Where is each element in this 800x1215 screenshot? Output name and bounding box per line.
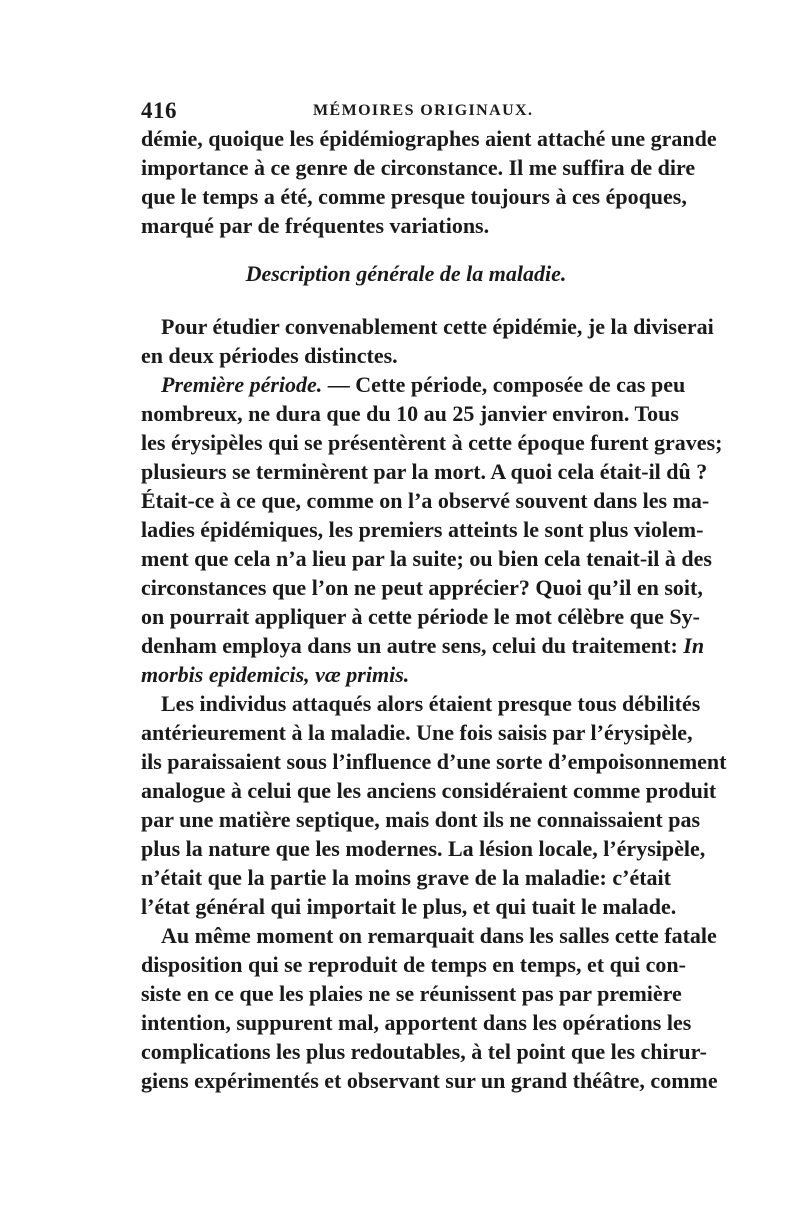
paragraph-first-period xyxy=(141,370,723,689)
paragraph-same-moment xyxy=(141,921,718,1095)
text-line xyxy=(141,370,686,399)
text-line: ladies épidémiques, les premiers atteints le sont plus violem- xyxy=(141,517,704,542)
latin-quote-start: In xyxy=(683,633,705,658)
text-line: l’état général qui importait le plus, et qui tuait le malade. xyxy=(141,894,677,919)
text-line: en deux périodes distinctes. xyxy=(141,343,398,368)
text-line xyxy=(141,631,705,660)
text-line: disposition qui se reproduit de temps en temps, et qui con- xyxy=(141,952,686,977)
text-line: Était-ce à ce que, comme on l’a observé souvent dans les ma- xyxy=(141,488,710,513)
text-line: complications les plus redoutables, à tel point que les chirur- xyxy=(141,1039,707,1064)
text-line: ils paraissaient sous l’influence d’une sorte d’empoisonnement xyxy=(141,749,727,774)
text-line: que le temps a été, comme presque toujours à ces époques, xyxy=(141,184,687,209)
text-span: — Cette période, composée de cas peu xyxy=(322,372,686,397)
text-line: antérieurement à la maladie. Une fois saisis par l’érysipèle, xyxy=(141,720,693,745)
text-line: circonstances que l’on ne peut apprécier? Quoi qu’il en soit, xyxy=(141,575,703,600)
text-line: démie, quoique les épidémiographes aient attaché une grande xyxy=(141,126,717,151)
period-label: Première période. xyxy=(161,372,323,397)
text-line: ment que cela n’a lieu par la suite; ou bien cela tenait-il à des xyxy=(141,546,712,571)
latin-quote: morbis epidemicis, væ primis. xyxy=(141,662,410,687)
text-line: Pour étudier convenablement cette épidémie, je la diviserai xyxy=(161,314,714,339)
text-line: les érysipèles qui se présentèrent à cette époque furent graves; xyxy=(141,430,723,455)
text-line: marqué par de fréquentes variations. xyxy=(141,213,490,238)
text-line: importance à ce genre de circonstance. Il me suffira de dire xyxy=(141,155,696,180)
text-line: giens expérimentés et observant sur un grand théâtre, comme xyxy=(141,1068,718,1093)
text-line: plus la nature que les modernes. La lésion locale, l’érysipèle, xyxy=(141,836,706,861)
text-line: siste en ce que les plaies ne se réunissent pas par première xyxy=(141,981,682,1006)
text-span: denham employa dans un autre sens, celui du traitement: xyxy=(141,633,684,658)
paragraph-individuals xyxy=(141,689,727,921)
paragraph-intro xyxy=(141,312,714,370)
paragraph-continued xyxy=(141,124,717,240)
running-head: MÉMOIRES ORIGINAUX. xyxy=(313,102,534,119)
text-line: intention, suppurent mal, apportent dans les opérations les xyxy=(141,1010,692,1035)
text-line: analogue à celui que les anciens considéraient comme produit xyxy=(141,778,717,803)
body-text xyxy=(141,124,727,1095)
text-line: nombreux, ne dura que du 10 au 25 janvier environ. Tous xyxy=(141,401,679,426)
section-title: Description générale de la maladie. xyxy=(245,261,567,286)
text-line: on pourrait appliquer à cette période le mot célèbre que Sy- xyxy=(141,604,700,629)
text-line: par une matière septique, mais dont ils ne connaissaient pas xyxy=(141,807,701,832)
text-line: Au même moment on remarquait dans les salles cette fatale xyxy=(161,923,717,948)
text-line: Les individus attaqués alors étaient presque tous débilités xyxy=(161,691,701,716)
text-line: n’était que la partie la moins grave de la maladie: c’était xyxy=(141,865,671,890)
text-line: plusieurs se terminèrent par la mort. A quoi cela était-il dû ? xyxy=(141,459,708,484)
page-number: 416 xyxy=(141,98,177,123)
